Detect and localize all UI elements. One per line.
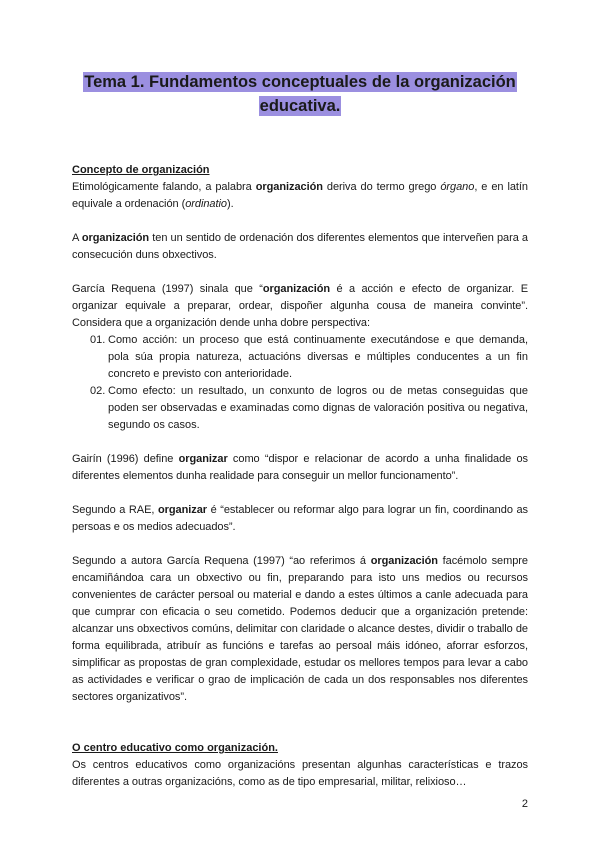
bold-term: organización — [255, 181, 323, 193]
italic-term: órgano — [440, 181, 475, 193]
list-number: 01. — [90, 334, 106, 346]
list-number: 02. — [90, 385, 106, 397]
paragraph-rae — [72, 502, 528, 536]
paragraph-gairin — [72, 451, 528, 485]
text-run: ). — [226, 198, 234, 210]
text-run: Gairín (1996) define — [72, 453, 179, 465]
paragraph-etimologia — [72, 179, 528, 213]
bold-term: organizar — [178, 453, 228, 465]
list-item — [72, 332, 528, 383]
bold-term: organización — [81, 232, 150, 244]
text-run: Segundo a autora García Requena (1997) “ao referimos á — [72, 555, 371, 567]
section-heading-concepto: Concepto de organización — [72, 164, 210, 176]
perspective-list — [72, 332, 528, 434]
paragraph-centros: Os centros educativos como organizacións presentan algunhas características e trazos diferentes a outras organizacións, como as de tipo empresarial, militar, relixioso… — [72, 759, 528, 788]
title-line-1: Tema 1. Fundamentos conceptuales de la organización — [84, 73, 516, 91]
section-heading-centro-educativo: O centro educativo como organización. — [72, 742, 278, 754]
text-run: é a acción e efecto de organizar. E organizar equivale a preparar, ordear, dispoñer algunha cousa de maneira convinte”. Considera que a organización dende unha dobre perspectiva: — [72, 283, 528, 329]
text-run: deriva do termo grego — [322, 181, 441, 193]
page-title — [72, 70, 528, 118]
text-run: como “dispor e relacionar de acordo a unha finalidade os diferentes elementos dunha realidade para conseguir un mellor funcionamento”. — [72, 453, 529, 482]
bold-term: organización — [370, 555, 438, 567]
paragraph-autora — [72, 553, 528, 706]
italic-term: ordinatio — [185, 198, 227, 210]
bold-term: organizar — [157, 504, 208, 516]
list-text: Como efecto: un resultado, un conxunto de logros ou de metas conseguidas que poden ser observadas e examinadas como dignas de valoración positiva ou negativa, segundo os casos. — [108, 385, 528, 431]
text-run: A — [72, 232, 82, 244]
paragraph-garcia-requena — [72, 281, 528, 332]
text-run: é “establecer ou reformar algo para lograr un fin, coordinando as persoas e os medios adecuados”. — [72, 504, 528, 533]
paragraph-ordenacion — [72, 230, 528, 264]
text-run: Segundo a RAE, — [72, 504, 158, 516]
list-item — [72, 383, 528, 434]
list-text: Como acción: un proceso que está continuamente executándose e que demanda, pola súa propia natureza, actuacións diversas e múltiples conducentes a un fin concreto e previsto con anterioridade. — [108, 334, 528, 380]
page-number: 2 — [521, 798, 528, 810]
title-line-2: educativa. — [259, 97, 341, 115]
text-run: ten un sentido de ordenación dos diferentes elementos que interveñen para a consecución duns obxectivos. — [72, 232, 528, 261]
document-page — [72, 70, 528, 791]
text-run: facémolo sempre encamiñándoa cara un obxectivo ou fin, preparando para isto uns medios ou recursos convenientes de carácter persoal ou material e dando a estes últimos a canle adecuada para que cumprar con eficacia o seu cometido. Podemos deducir que a organización pretende: alcanzar uns obxectivos comúns, delimitar con claridade o alcance destes, dividir o traballo de forma equilibrada, atribuír as funcións e tarefas ao persoal máis idóneo, aforrar esforzos, simplificar as propostas de gran complexidade, estudar os mellores tempos para levar a cabo as actividades e verificar o grao de implicación de cada un dos responsables nos diferentes sectores organizativos”. — [72, 555, 528, 703]
bold-term: organización — [262, 283, 331, 295]
text-run: , e en latín equivale a ordenación ( — [72, 181, 528, 210]
text-run: García Requena (1997) sinala que “ — [72, 283, 263, 295]
text-run: Etimológicamente falando, a palabra — [72, 181, 256, 193]
